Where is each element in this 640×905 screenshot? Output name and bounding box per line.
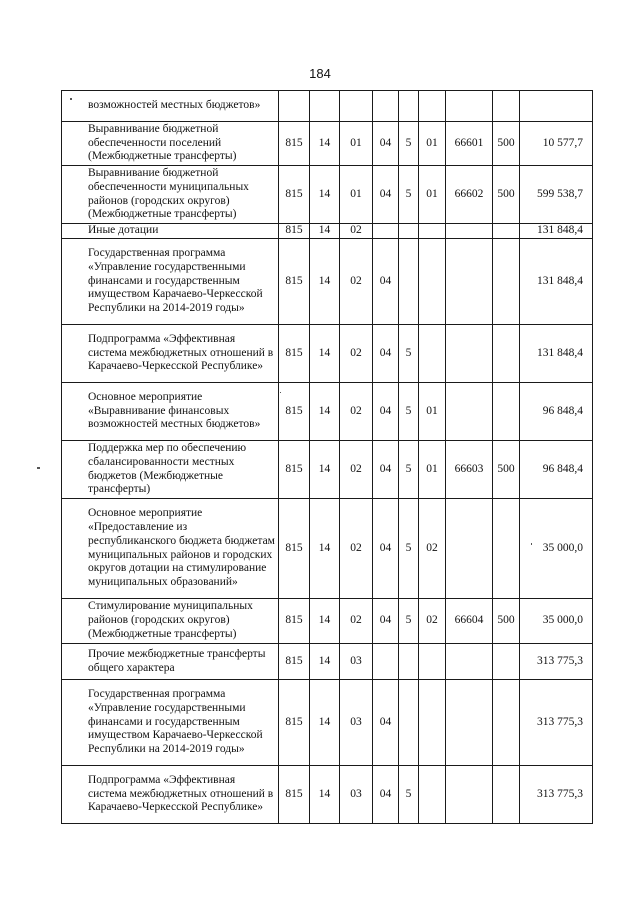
amount: 96 848,4 (520, 383, 593, 441)
admin-code: 815 (279, 383, 310, 441)
direction-code (446, 680, 493, 766)
section-code: 14 (310, 441, 340, 499)
admin-code: 815 (279, 166, 310, 224)
subsection-code: 02 (340, 383, 373, 441)
section-code (310, 91, 340, 122)
subsection-code: 03 (340, 644, 373, 680)
subsection-code: 03 (340, 680, 373, 766)
direction-code (446, 91, 493, 122)
expense-type-code (493, 91, 520, 122)
subsection-code: 02 (340, 499, 373, 599)
table-row (62, 325, 593, 383)
section-code: 14 (310, 599, 340, 644)
expense-type-code (493, 224, 520, 239)
row-name: Государственная программа «Управление государственными финансами и государственным имуществом Карачаево-Черкесской Республики на 2014-2019 годы» (62, 680, 279, 766)
expense-type-code: 500 (493, 122, 520, 166)
subprogram-code: 5 (399, 499, 419, 599)
amount: 313 775,3 (520, 680, 593, 766)
table-row (62, 599, 593, 644)
scan-speck (280, 392, 281, 393)
subprogram-code (399, 224, 419, 239)
amount: 131 848,4 (520, 325, 593, 383)
direction-code (446, 644, 493, 680)
row-name: Поддержка мер по обеспечению сбалансированности местных бюджетов (Межбюджетные трансферты) (62, 441, 279, 499)
table-row (62, 224, 593, 239)
subsection-code: 01 (340, 166, 373, 224)
row-name: Подпрограмма «Эффективная система межбюджетных отношений в Карачаево-Черкесской Республике» (62, 766, 279, 824)
direction-code (446, 499, 493, 599)
direction-code (446, 766, 493, 824)
section-code: 14 (310, 239, 340, 325)
table-row (62, 680, 593, 766)
row-name: Основное мероприятие «Предоставление из республиканского бюджета бюджетам муниципальных районов и городских округов дотации на стимулирование муниципальных образований» (62, 499, 279, 599)
program-code: 04 (373, 383, 399, 441)
row-name: Подпрограмма «Эффективная система межбюджетных отношений в Карачаево-Черкесской Республике» (62, 325, 279, 383)
admin-code: 815 (279, 680, 310, 766)
subsection-code: 02 (340, 599, 373, 644)
admin-code: 815 (279, 325, 310, 383)
subsection-code: 02 (340, 441, 373, 499)
table-row (62, 644, 593, 680)
subsection-code: 02 (340, 224, 373, 239)
admin-code (279, 91, 310, 122)
subprogram-code: 5 (399, 599, 419, 644)
section-code: 14 (310, 499, 340, 599)
program-code: 04 (373, 680, 399, 766)
event-code (419, 325, 446, 383)
admin-code: 815 (279, 224, 310, 239)
event-code (419, 91, 446, 122)
expense-type-code (493, 680, 520, 766)
table-row (62, 441, 593, 499)
program-code: 04 (373, 766, 399, 824)
subprogram-code: 5 (399, 383, 419, 441)
table-row (62, 766, 593, 824)
program-code (373, 644, 399, 680)
event-code (419, 224, 446, 239)
subsection-code: 02 (340, 239, 373, 325)
table-row (62, 499, 593, 599)
subprogram-code (399, 680, 419, 766)
amount: 599 538,7 (520, 166, 593, 224)
event-code: 02 (419, 599, 446, 644)
direction-code (446, 383, 493, 441)
expense-type-code (493, 499, 520, 599)
direction-code: 66601 (446, 122, 493, 166)
section-code: 14 (310, 325, 340, 383)
program-code: 04 (373, 499, 399, 599)
amount: 10 577,7 (520, 122, 593, 166)
direction-code (446, 224, 493, 239)
table-row (62, 122, 593, 166)
event-code: 01 (419, 383, 446, 441)
row-name: Выравнивание бюджетной обеспеченности поселений (Межбюджетные трансферты) (62, 122, 279, 166)
event-code (419, 239, 446, 325)
row-name: возможностей местных бюджетов» (62, 91, 279, 122)
expense-type-code (493, 644, 520, 680)
section-code: 14 (310, 166, 340, 224)
program-code: 04 (373, 325, 399, 383)
program-code: 04 (373, 166, 399, 224)
scan-speck (70, 98, 72, 100)
row-name: Основное мероприятие «Выравнивание финансовых возможностей местных бюджетов» (62, 383, 279, 441)
section-code: 14 (310, 122, 340, 166)
expense-type-code: 500 (493, 166, 520, 224)
page-number: 184 (309, 66, 331, 81)
expense-type-code: 500 (493, 441, 520, 499)
subsection-code: 03 (340, 766, 373, 824)
admin-code: 815 (279, 441, 310, 499)
budget-table (61, 90, 593, 824)
section-code: 14 (310, 383, 340, 441)
event-code: 01 (419, 166, 446, 224)
expense-type-code (493, 766, 520, 824)
subprogram-code: 5 (399, 166, 419, 224)
admin-code: 815 (279, 239, 310, 325)
row-name: Прочие межбюджетные трансферты общего характера (62, 644, 279, 680)
subprogram-code: 5 (399, 122, 419, 166)
table-row (62, 166, 593, 224)
event-code (419, 680, 446, 766)
amount: 35 000,0 (520, 599, 593, 644)
table-row (62, 383, 593, 441)
subprogram-code (399, 644, 419, 680)
row-name: Иные дотации (62, 224, 279, 239)
expense-type-code (493, 325, 520, 383)
direction-code: 66602 (446, 166, 493, 224)
section-code: 14 (310, 224, 340, 239)
program-code: 04 (373, 239, 399, 325)
direction-code: 66604 (446, 599, 493, 644)
amount (520, 91, 593, 122)
amount: 131 848,4 (520, 239, 593, 325)
scan-speck (37, 467, 40, 469)
subsection-code (340, 91, 373, 122)
section-code: 14 (310, 766, 340, 824)
expense-type-code: 500 (493, 599, 520, 644)
event-code: 02 (419, 499, 446, 599)
event-code (419, 644, 446, 680)
program-code: 04 (373, 599, 399, 644)
expense-type-code (493, 239, 520, 325)
direction-code (446, 239, 493, 325)
table-row (62, 91, 593, 122)
subsection-code: 02 (340, 325, 373, 383)
table-row (62, 239, 593, 325)
subprogram-code (399, 239, 419, 325)
program-code (373, 91, 399, 122)
amount: 131 848,4 (520, 224, 593, 239)
subprogram-code: 5 (399, 441, 419, 499)
subprogram-code: 5 (399, 325, 419, 383)
amount: 35 000,0 (520, 499, 593, 599)
amount: 313 775,3 (520, 766, 593, 824)
event-code: 01 (419, 122, 446, 166)
admin-code: 815 (279, 644, 310, 680)
section-code: 14 (310, 680, 340, 766)
amount: 96 848,4 (520, 441, 593, 499)
subprogram-code: 5 (399, 766, 419, 824)
section-code: 14 (310, 644, 340, 680)
row-name: Выравнивание бюджетной обеспеченности муниципальных районов (городских округов) (Межбюджетные трансферты) (62, 166, 279, 224)
scan-speck (531, 543, 532, 545)
admin-code: 815 (279, 599, 310, 644)
program-code: 04 (373, 441, 399, 499)
row-name: Государственная программа «Управление государственными финансами и государственным имуществом Карачаево-Черкесской Республики на 2014-2019 годы» (62, 239, 279, 325)
subsection-code: 01 (340, 122, 373, 166)
row-name: Стимулирование муниципальных районов (городских округов) (Межбюджетные трансферты) (62, 599, 279, 644)
amount: 313 775,3 (520, 644, 593, 680)
subprogram-code (399, 91, 419, 122)
event-code (419, 766, 446, 824)
direction-code (446, 325, 493, 383)
event-code: 01 (419, 441, 446, 499)
program-code (373, 224, 399, 239)
admin-code: 815 (279, 122, 310, 166)
direction-code: 66603 (446, 441, 493, 499)
expense-type-code (493, 383, 520, 441)
admin-code: 815 (279, 766, 310, 824)
program-code: 04 (373, 122, 399, 166)
admin-code: 815 (279, 499, 310, 599)
